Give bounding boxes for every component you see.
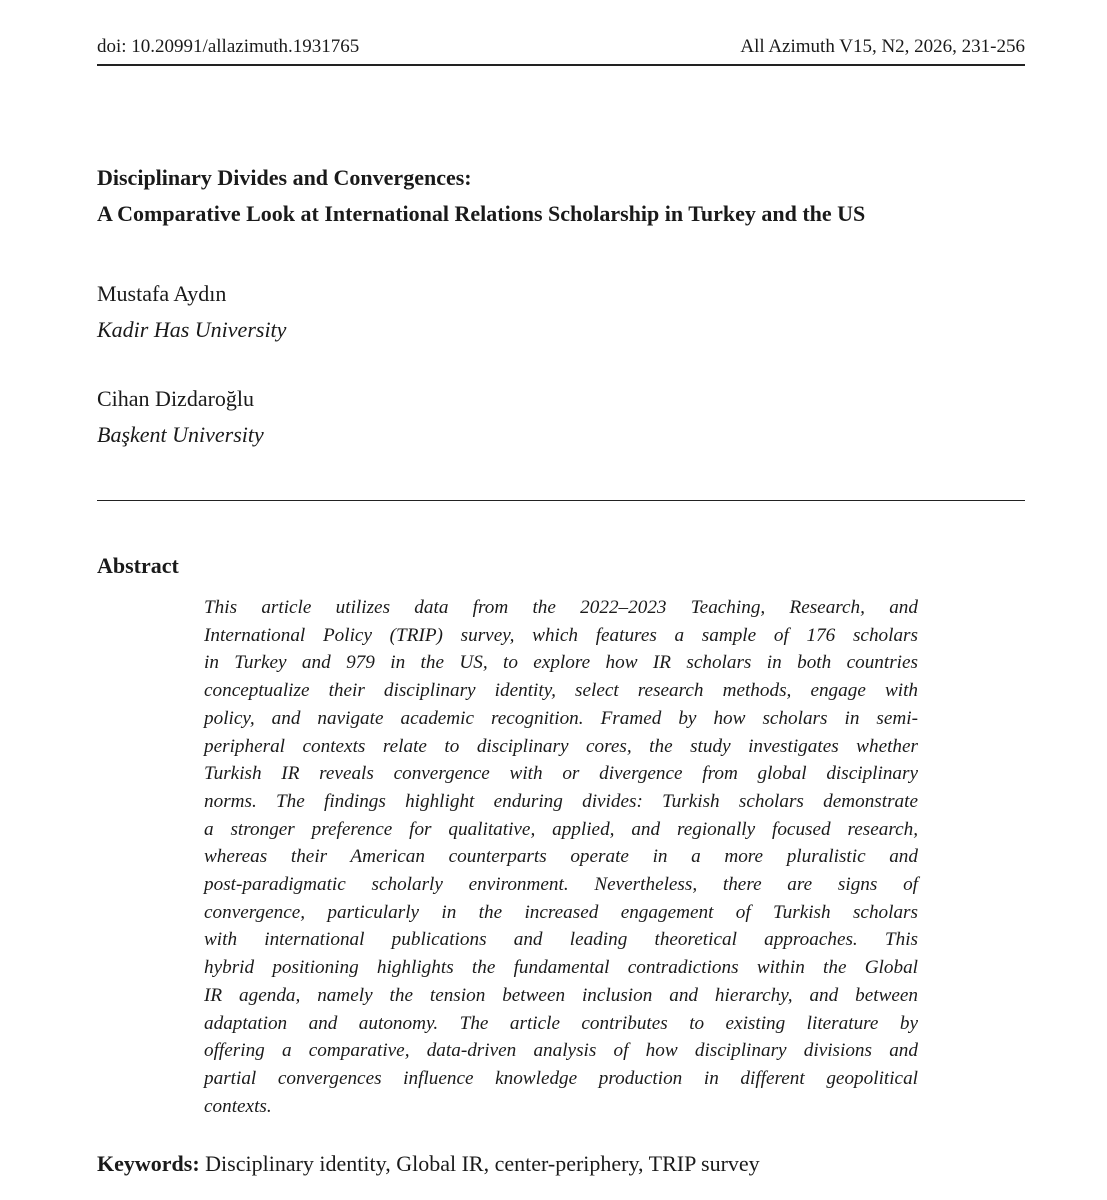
keywords — [97, 1147, 760, 1181]
abstract-line: IR agenda, namely the tension between inclusion and hierarchy, and between — [204, 984, 918, 1006]
running-header — [97, 34, 1025, 66]
abstract-line: policy, and navigate academic recognition. Framed by how scholars in semi- — [204, 707, 918, 729]
abstract-line: whereas their American counterparts operate in a more pluralistic and — [204, 846, 918, 868]
abstract-line: norms. The findings highlight enduring divides: Turkish scholars demonstrate — [204, 790, 918, 812]
abstract-line: adaptation and autonomy. The article contributes to existing literature by — [204, 1012, 918, 1034]
abstract-line: contexts. — [204, 1095, 272, 1117]
title-line-2: A Comparative Look at International Relations Scholarship in Turkey and the US — [97, 201, 866, 226]
journal-citation: All Azimuth V15, N2, 2026, 231-256 — [740, 36, 1025, 57]
abstract-line: peripheral contexts relate to disciplinary cores, the study investigates whether — [204, 735, 918, 757]
abstract-line: offering a comparative, data-driven analysis of how disciplinary divisions and — [204, 1040, 918, 1062]
section-divider — [97, 500, 1025, 501]
abstract-line: This article utilizes data from the 2022–2023 Teaching, Research, and — [204, 597, 918, 618]
abstract-line: Turkish IR reveals convergence with or divergence from global disciplinary — [204, 763, 918, 785]
doi-text[interactable]: doi: 10.20991/allazimuth.1931765 — [97, 36, 360, 57]
title-line-1: Disciplinary Divides and Convergences: — [97, 165, 472, 190]
abstract-line: hybrid positioning highlights the fundamental contradictions within the Global — [204, 957, 918, 979]
abstract-line: International Policy (TRIP) survey, which features a sample of 176 scholars — [204, 624, 918, 646]
author-name: Mustafa Aydın — [97, 281, 227, 306]
abstract-heading: Abstract — [97, 553, 179, 578]
abstract-line: with international publications and leading theoretical approaches. This — [204, 929, 918, 951]
abstract-line: convergence, particularly in the increased engagement of Turkish scholars — [204, 901, 918, 923]
abstract-body — [204, 594, 918, 1120]
abstract-line: conceptualize their disciplinary identity, select research methods, engage with — [204, 680, 918, 702]
author-affiliation: Kadir Has University — [97, 317, 287, 342]
abstract-line: post-paradigmatic scholarly environment. Nevertheless, there are signs of — [204, 874, 918, 896]
abstract-line: partial convergences influence knowledge production in different geopolitical — [204, 1067, 918, 1089]
keywords-text: Disciplinary identity, Global IR, center-periphery, TRIP survey — [199, 1151, 760, 1176]
author-name: Cihan Dizdaroğlu — [97, 386, 255, 411]
abstract-line: a stronger preference for qualitative, applied, and regionally focused research, — [204, 818, 918, 840]
author-block-1 — [97, 276, 286, 348]
keywords-label: Keywords: — [97, 1151, 200, 1176]
author-affiliation: Başkent University — [97, 422, 264, 447]
author-block-2 — [97, 381, 264, 453]
article-title — [97, 160, 1027, 232]
abstract-line: in Turkey and 979 in the US, to explore how IR scholars in both countries — [204, 652, 918, 674]
